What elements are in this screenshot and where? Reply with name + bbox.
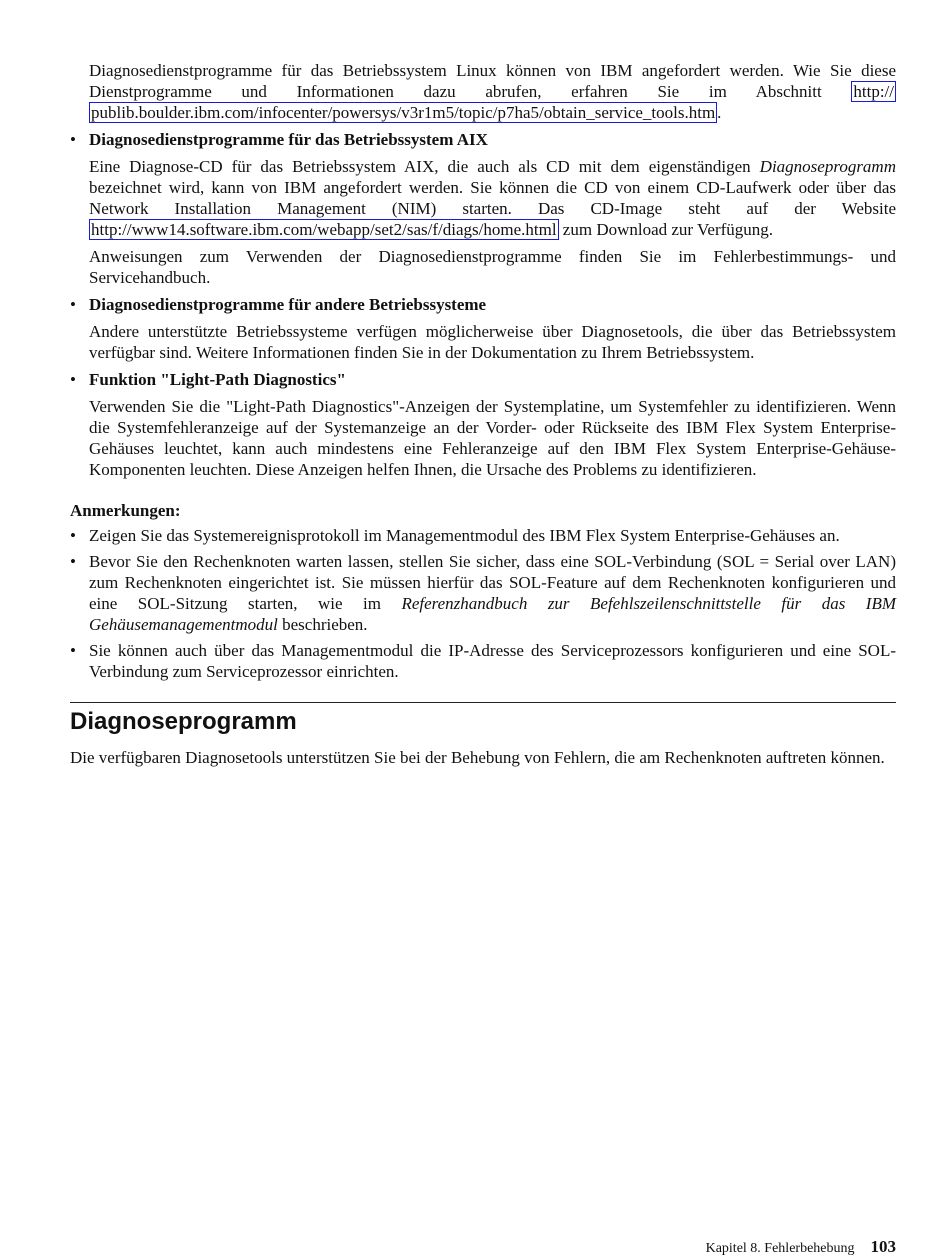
document-page xyxy=(70,60,896,768)
page-footer xyxy=(706,1237,896,1259)
diags-download-link[interactable]: http://www14.software.ibm.com/webapp/set2/sas/f/diags/home.html xyxy=(91,220,557,239)
note-text-1: Zeigen Sie das Systemereignisprotokoll im Managementmodul des IBM Flex System Enterprise-Gehäuses an. xyxy=(89,526,840,545)
light-path-paragraph: Verwenden Sie die "Light-Path Diagnostics"-Anzeigen der Systemplatine, um Systemfehler zu identifizieren. Wenn die Systemfehleranzeige auf der Systemanzeige an der Vorder- oder Rückseite des IBM Flex System Enterprise-Gehäuses leuchtet, kann auch mindestens eine Fehleranzeige auf den IBM Flex System Enterprise-Gehäuse-Komponenten leuchten. Diese Anzeigen helfen Ihnen, die Ursache des Problems zu identifizieren. xyxy=(89,397,896,479)
bullet-light-path xyxy=(70,369,896,480)
bullet-dot: • xyxy=(70,130,76,149)
notes-label: Anmerkungen: xyxy=(70,501,181,520)
aix-paragraph-1: Eine Diagnose-CD für das Betriebssystem AIX, die auch als CD mit dem eigenständigen Diagnoseprogramm bezeichnet wird, kann von IBM angefordert werden. Sie können die CD von einem CD-Laufwerk oder über das Network Installation Management (NIM) starten. Das CD-Image steht auf der Website http://www14.software.ibm.com/webapp/set2/sas/f/diags/home.html zum Download zur Verfügung. xyxy=(89,157,896,239)
aix-paragraph-2: Anweisungen zum Verwenden der Diagnosedienstprogramme finden Sie im Fehlerbestimmungs- und Servicehandbuch. xyxy=(89,247,896,287)
bullet-aix xyxy=(70,129,896,288)
other-os-heading: Diagnosedienstprogramme für andere Betriebssysteme xyxy=(89,295,487,314)
other-os-paragraph: Andere unterstützte Betriebssysteme verfügen möglicherweise über Diagnosetools, die über das Betriebssystem verfügbar sind. Weitere Informationen finden Sie in der Dokumentation zu Ihrem Betriebssystem. xyxy=(89,322,896,362)
note-text-2: Bevor Sie den Rechenknoten warten lassen, stellen Sie sicher, dass eine SOL-Verbindung (SOL = Serial over LAN) zum Rechenknoten eingerichtet ist. Sie müssen hierfür das SOL-Feature auf dem Rechenknoten konfigurieren und eine SOL-Sitzung starten, wie im Referenzhandbuch zur Befehlszeilenschnittstelle für das IBM Gehäusemanagementmodul beschrieben. xyxy=(89,552,896,634)
bullet-dot: • xyxy=(70,526,76,545)
obtain-service-tools-link-part2[interactable]: publib.boulder.ibm.com/infocenter/powersys/v3r1m5/topic/p7ha5/obtain_service_tools.htm xyxy=(91,103,716,122)
bullet-dot: • xyxy=(70,552,76,571)
intro-paragraph: Diagnosedienstprogramme für das Betriebssystem Linux können von IBM angefordert werden. Wie Sie diese Dienstprogramme und Informationen dazu abrufen, erfahren Sie im Abschnitt http:// publib.boulder.ibm.com/infocenter/powersys/v3r1m5/topic/p7ha5/obtain_service_tools.htm . xyxy=(89,61,896,122)
aix-heading: Diagnosedienstprogramme für das Betriebssystem AIX xyxy=(89,130,488,149)
section-title: Diagnoseprogramm xyxy=(70,708,297,735)
section-divider xyxy=(70,702,896,703)
aix-emphasis: Diagnoseprogramm xyxy=(759,157,896,176)
note-item-1 xyxy=(70,525,896,546)
bullet-dot: • xyxy=(70,370,76,389)
intro-text: Diagnosedienstprogramme für das Betriebssystem Linux können von IBM angefordert werden. Wie Sie diese Dienstprogramme und Informationen dazu abrufen, erfahren Sie im Abschnitt xyxy=(89,61,896,101)
obtain-service-tools-link-part1[interactable]: http:// xyxy=(853,82,894,101)
note-item-3 xyxy=(70,640,896,682)
bullet-dot: • xyxy=(70,641,76,660)
page-number: 103 xyxy=(870,1237,896,1256)
footer-chapter: Kapitel 8. Fehlerbehebung xyxy=(705,1241,855,1256)
note-text-3: Sie können auch über das Managementmodul die IP-Adresse des Serviceprozessors konfigurieren und eine SOL-Verbindung zum Serviceprozessor einrichten. xyxy=(89,641,896,681)
light-path-heading: Funktion "Light-Path Diagnostics" xyxy=(89,370,346,389)
bullet-other-os xyxy=(70,294,896,363)
reference-manual-title: Referenzhandbuch zur Befehlszeilenschnittstelle für das IBM Gehäusemanagementmodul xyxy=(89,594,896,634)
section-body: Die verfügbaren Diagnosetools unterstützen Sie bei der Behebung von Fehlern, die am Rechenknoten auftreten können. xyxy=(70,748,885,767)
bullet-dot: • xyxy=(70,295,76,314)
note-item-2 xyxy=(70,551,896,635)
